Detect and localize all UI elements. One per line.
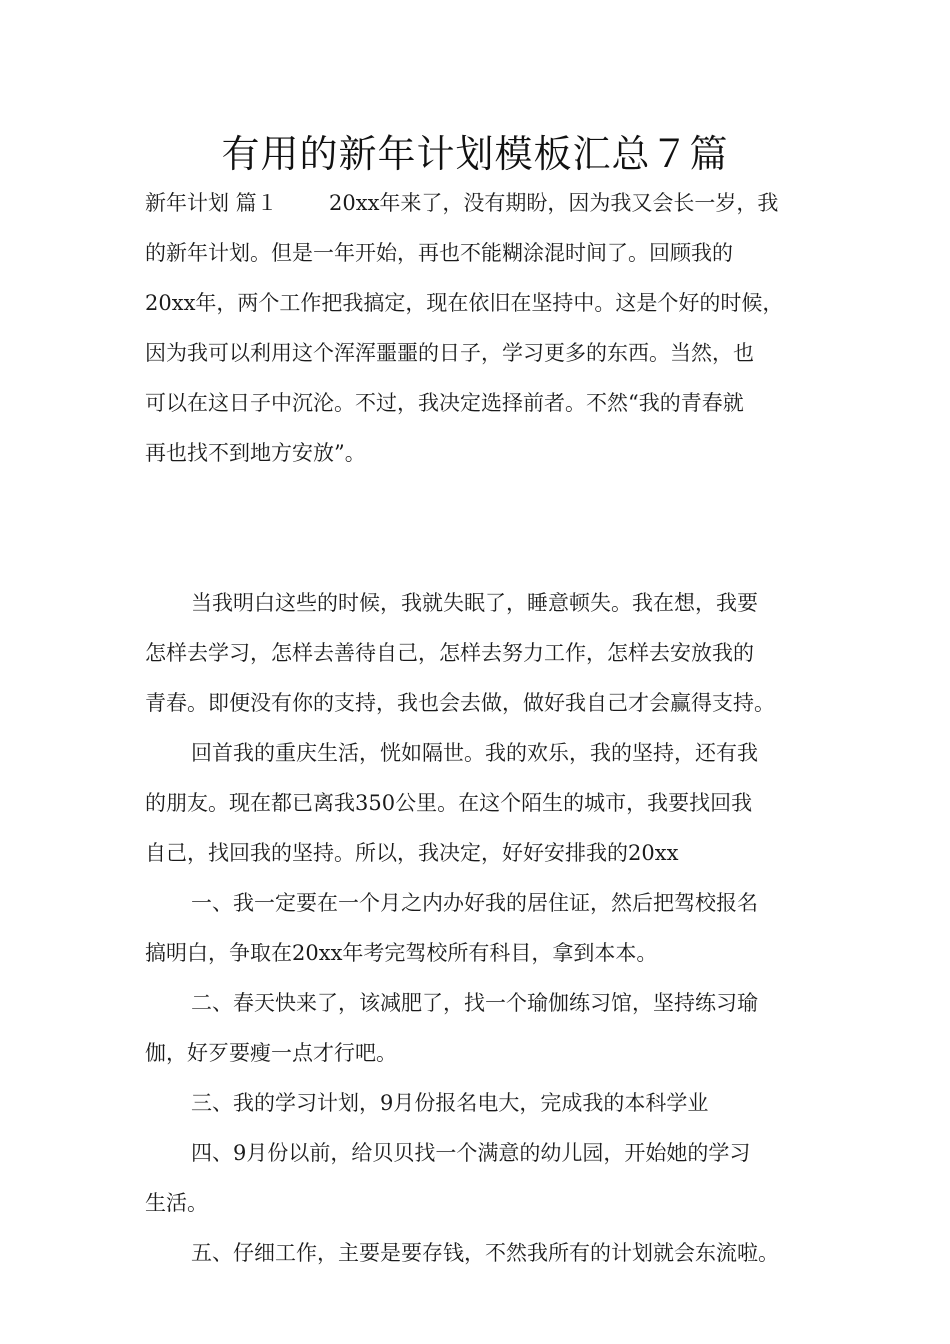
paragraph-1 xyxy=(145,178,825,478)
paragraph-8 xyxy=(145,1228,825,1278)
paragraph-line: 四、9月份以前，给贝贝找一个满意的幼儿园，开始她的学习 xyxy=(191,1141,751,1165)
section-heading: 新年计划 篇１ xyxy=(145,191,278,215)
paragraph-line: 的朋友。现在都已离我350公里。在这个陌生的城市，我要找回我 xyxy=(145,791,753,815)
paragraph-spacer xyxy=(145,478,825,578)
document-body xyxy=(145,178,825,1278)
paragraph-line: 自己，找回我的坚持。所以，我决定，好好安排我的20xx xyxy=(145,841,679,865)
paragraph-line: 搞明白，争取在20xx年考完驾校所有科目，拿到本本。 xyxy=(145,941,658,965)
paragraph-line: 三、我的学习计划，9月份报名电大，完成我的本科学业 xyxy=(191,1091,709,1115)
paragraph-line xyxy=(145,178,825,228)
paragraph-5 xyxy=(145,978,825,1078)
paragraph-line-text: 20xx年来了，没有期盼，因为我又会长一岁，我 xyxy=(329,191,779,215)
paragraph-line: 20xx年，两个工作把我搞定，现在依旧在坚持中。这是个好的时候， xyxy=(145,291,784,315)
paragraph-3 xyxy=(145,728,825,878)
paragraph-line: 回首我的重庆生活，恍如隔世。我的欢乐，我的坚持，还有我 xyxy=(191,741,758,765)
document-title: 有用的新年计划模板汇总７篇 xyxy=(221,132,729,176)
paragraph-6 xyxy=(145,1078,825,1128)
paragraph-line: 的新年计划。但是一年开始，再也不能糊涂混时间了。回顾我的 xyxy=(145,241,733,265)
paragraph-line: 五、仔细工作，主要是要存钱，不然我所有的计划就会东流啦。 xyxy=(191,1241,779,1265)
paragraph-line: 伽，好歹要瘦一点才行吧。 xyxy=(145,1041,397,1065)
paragraph-line: 因为我可以利用这个浑浑噩噩的日子，学习更多的东西。当然，也 xyxy=(145,341,754,365)
paragraph-line: 当我明白这些的时候，我就失眠了，睡意顿失。我在想，我要 xyxy=(191,591,758,615)
paragraph-line: 青春。即便没有你的支持，我也会去做，做好我自己才会赢得支持。 xyxy=(145,691,775,715)
paragraph-line: 再也找不到地方安放”。 xyxy=(145,441,366,465)
paragraph-line: 二、春天快来了，该减肥了，找一个瑜伽练习馆，坚持练习瑜 xyxy=(191,991,758,1015)
paragraph-line: 生活。 xyxy=(145,1191,208,1215)
paragraph-line: 可以在这日子中沉沦。不过，我决定选择前者。不然“我的青春就 xyxy=(145,391,744,415)
paragraph-line: 一、我一定要在一个月之内办好我的居住证，然后把驾校报名 xyxy=(191,891,758,915)
paragraph-line: 怎样去学习，怎样去善待自己，怎样去努力工作，怎样去安放我的 xyxy=(145,641,754,665)
paragraph-2 xyxy=(145,578,825,728)
paragraph-4 xyxy=(145,878,825,978)
paragraph-7 xyxy=(145,1128,825,1228)
